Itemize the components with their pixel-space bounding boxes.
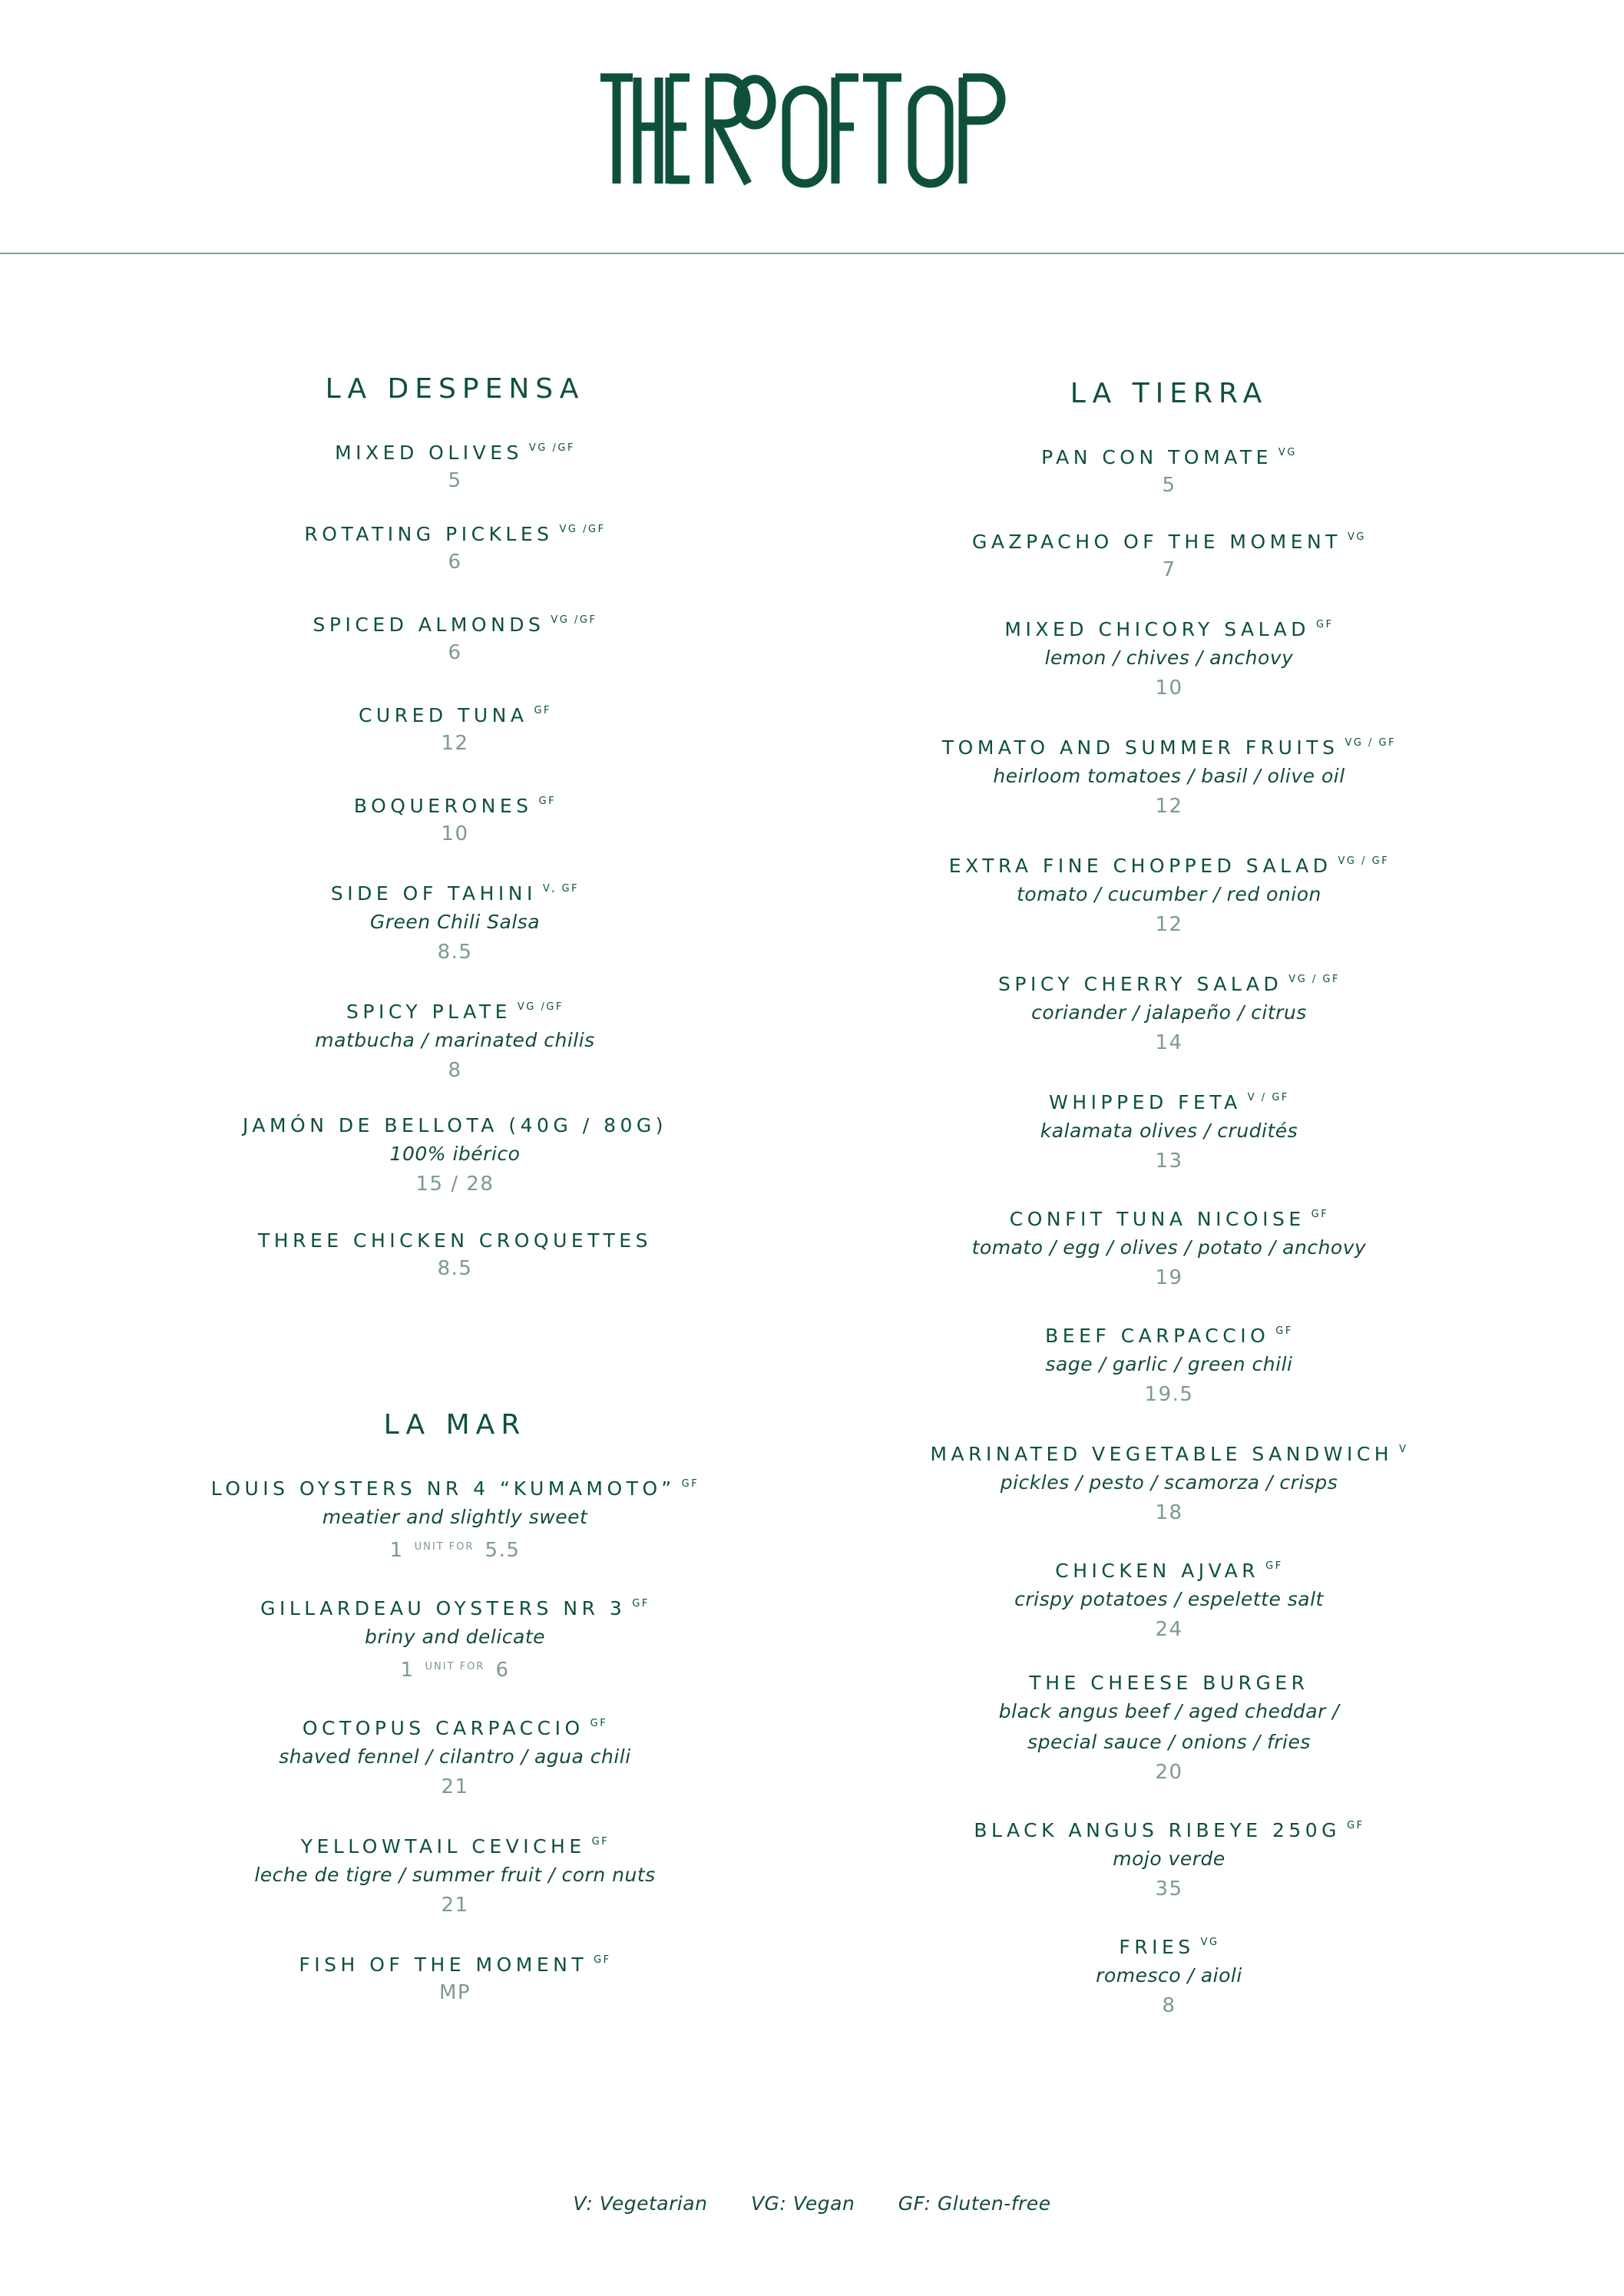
item-name: PAN CON TOMATE [1041, 446, 1272, 468]
item-price: 8 [1162, 1994, 1176, 2017]
diet-tag: GF [1275, 1325, 1293, 1337]
menu-item [115, 1591, 795, 1685]
item-name: BOQUERONES [353, 795, 533, 817]
menu-item [115, 789, 795, 849]
legend-vegan: VG: Vegan [750, 2192, 855, 2215]
item-description: Green Chili Salsa [369, 911, 541, 933]
diet-tag: VG / GF [1338, 855, 1390, 867]
section-title: LA TIERRA [1070, 378, 1268, 409]
item-price: 6 [448, 551, 462, 574]
item-description: mojo verde [1113, 1848, 1225, 1870]
menu-item [115, 435, 795, 495]
diet-tag: V / GF [1247, 1092, 1289, 1103]
item-price: 19.5 [1144, 1383, 1194, 1406]
diet-tag: VG /GF [551, 614, 597, 626]
diet-tag: VG /GF [517, 1001, 564, 1013]
unit-label: UNIT FOR [425, 1661, 485, 1672]
item-name: JAMÓN DE BELLOTA (40G / 80G) [242, 1114, 668, 1136]
item-price: 12 [441, 732, 469, 755]
menu-item [833, 440, 1505, 500]
item-description: kalamata olives / crudités [1040, 1120, 1298, 1142]
menu-item [833, 1318, 1505, 1409]
item-price: 5 [1162, 474, 1176, 497]
menu-item [115, 1829, 795, 1920]
menu-item [833, 1670, 1505, 1787]
menu-item [833, 967, 1505, 1057]
menu-item [833, 1553, 1505, 1644]
unit-price: 6 [495, 1659, 510, 1682]
item-price: 13 [1155, 1150, 1183, 1173]
diet-tag: VG /GF [559, 524, 606, 535]
menu-item [833, 1202, 1505, 1292]
item-price: 35 [1155, 1877, 1183, 1901]
item-description: matbucha / marinated chilis [315, 1029, 595, 1051]
item-price: 10 [441, 822, 469, 845]
item-description: lemon / chives / anchovy [1044, 647, 1294, 669]
item-price [115, 1533, 795, 1565]
diet-tag: GF [1265, 1560, 1283, 1572]
menu-item [833, 1437, 1505, 1527]
item-price: 21 [441, 1775, 469, 1798]
item-price: 19 [1155, 1266, 1183, 1289]
menu-item [833, 1085, 1505, 1176]
item-price: 15 / 28 [415, 1173, 494, 1196]
item-price [115, 1653, 795, 1685]
item-description: special sauce / onions / fries [1027, 1731, 1311, 1753]
header-divider [0, 253, 1624, 254]
diet-tag: GF [1347, 1820, 1364, 1831]
item-price: 5 [448, 469, 462, 492]
diet-tag: V, GF [542, 883, 580, 895]
item-price: 20 [1155, 1761, 1183, 1784]
item-name: SPICY PLATE [346, 1001, 511, 1023]
item-name: THE CHEESE BURGER [1029, 1672, 1309, 1694]
item-name: MIXED CHICORY SALAD [1004, 618, 1311, 640]
item-description: meatier and slightly sweet [322, 1506, 588, 1528]
item-name: EXTRA FINE CHOPPED SALAD [948, 855, 1332, 877]
item-price: 24 [1155, 1618, 1183, 1641]
item-name: CURED TUNA [358, 704, 528, 726]
item-description: heirloom tomatoes / basil / olive oil [993, 765, 1345, 787]
unit-quantity: 1 [400, 1659, 415, 1682]
item-name: BLACK ANGUS RIBEYE 250G [974, 1819, 1341, 1841]
diet-tag: V [1399, 1444, 1408, 1455]
item-price: MP [438, 1981, 471, 2004]
diet-tag: GF [681, 1478, 700, 1490]
diet-tag: VG [1278, 447, 1297, 458]
item-name: ROTATING PICKLES [304, 523, 554, 545]
diet-tag: VG [1200, 1937, 1219, 1948]
diet-tag: GF [534, 705, 552, 716]
diet-tag: VG /GF [528, 442, 575, 454]
menu-item [115, 1113, 795, 1199]
section-title: LA DESPENSA [325, 373, 585, 405]
item-name: MIXED OLIVES [335, 442, 523, 464]
item-name: MARINATED VEGETABLE SANDWICH [930, 1443, 1394, 1465]
item-name: CONFIT TUNA NICOISE [1009, 1208, 1305, 1230]
item-description: romesco / aioli [1096, 1964, 1242, 1987]
item-price: 14 [1155, 1031, 1183, 1054]
menu-item [115, 607, 795, 667]
legend-vegetarian: V: Vegetarian [573, 2192, 708, 2215]
item-price: 10 [1155, 677, 1183, 700]
diet-tag: GF [590, 1718, 608, 1729]
item-name: THREE CHICKEN CROQUETTES [258, 1229, 652, 1252]
item-description: crispy potatoes / espelette salt [1014, 1588, 1324, 1610]
item-name: GILLARDEAU OYSTERS NR 3 [260, 1597, 627, 1619]
item-name: FISH OF THE MOMENT [299, 1954, 588, 1976]
menu-item [115, 698, 795, 758]
item-name: LOUIS OYSTERS NR 4 “KUMAMOTO” [210, 1477, 676, 1500]
item-name: SPICED ALMONDS [313, 614, 545, 636]
menu-item [115, 1711, 795, 1801]
item-name: YELLOWTAIL CEVICHE [300, 1835, 586, 1858]
item-description: pickles / pesto / scamorza / crisps [1000, 1471, 1338, 1494]
diet-tag: GF [538, 796, 557, 807]
unit-label: UNIT FOR [414, 1541, 475, 1553]
diet-tag: GF [632, 1598, 650, 1610]
menu-item [115, 1228, 795, 1283]
unit-quantity: 1 [389, 1539, 404, 1562]
item-name: SIDE OF TAHINI [330, 882, 537, 905]
item-price: 8.5 [437, 1257, 473, 1280]
diet-tag: VG / GF [1345, 737, 1397, 749]
menu-item [115, 1471, 795, 1565]
item-name: CHICKEN AJVAR [1055, 1560, 1260, 1582]
diet-tag: GF [1311, 1209, 1329, 1220]
menu-item [115, 517, 795, 577]
item-price: 21 [441, 1894, 469, 1917]
item-name: WHIPPED FETA [1049, 1091, 1242, 1113]
item-price: 8 [448, 1059, 462, 1082]
dietary-legend [0, 2192, 1624, 2215]
menu-item [833, 849, 1505, 939]
item-description: tomato / egg / olives / potato / anchovy [971, 1236, 1367, 1259]
item-description: tomato / cucumber / red onion [1017, 883, 1321, 905]
menu-item [833, 612, 1505, 703]
menu-item [833, 1930, 1505, 2020]
item-price: 7 [1162, 558, 1176, 581]
section-la-despensa [115, 374, 795, 1283]
item-description: leche de tigre / summer fruit / corn nuts [254, 1864, 656, 1886]
section-title: LA MAR [383, 1409, 527, 1441]
item-price: 8.5 [437, 941, 473, 964]
menu-item [833, 730, 1505, 821]
item-price: 12 [1155, 795, 1183, 818]
diet-tag: GF [1316, 619, 1334, 630]
menu-item [833, 1813, 1505, 1904]
diet-tag: GF [594, 1954, 611, 1966]
menu-item [115, 994, 795, 1085]
menu-item [115, 1947, 795, 2007]
diet-tag: VG [1348, 531, 1366, 543]
item-name: TOMATO AND SUMMER FRUITS [941, 736, 1339, 759]
section-la-tierra [833, 379, 1505, 2020]
item-name: OCTOPUS CARPACCIO [302, 1717, 584, 1739]
item-name: SPICY CHERRY SALAD [998, 973, 1283, 995]
menu-item [833, 524, 1505, 584]
item-description: black angus beef / aged cheddar / [998, 1700, 1340, 1722]
unit-price: 5.5 [485, 1539, 521, 1562]
item-price: 12 [1155, 913, 1183, 936]
section-la-mar [115, 1410, 795, 2007]
legend-gluten-free: GF: Gluten-free [898, 2192, 1051, 2215]
item-price: 6 [448, 641, 462, 664]
item-description: 100% ibérico [389, 1143, 521, 1165]
item-description: coriander / jalapeño / citrus [1031, 1001, 1307, 1024]
item-name: GAZPACHO OF THE MOMENT [972, 531, 1342, 553]
item-price: 18 [1155, 1501, 1183, 1524]
item-description: sage / garlic / green chili [1045, 1353, 1293, 1375]
restaurant-logo [0, 73, 1624, 188]
item-description: shaved fennel / cilantro / agua chili [279, 1745, 631, 1768]
item-name: BEEF CARPACCIO [1045, 1325, 1270, 1347]
item-description: briny and delicate [364, 1626, 546, 1648]
diet-tag: VG / GF [1288, 974, 1340, 985]
diet-tag: GF [591, 1836, 610, 1848]
item-name: FRIES [1119, 1936, 1195, 1958]
menu-item [115, 876, 795, 967]
the-rooftop-logo [597, 73, 1027, 188]
